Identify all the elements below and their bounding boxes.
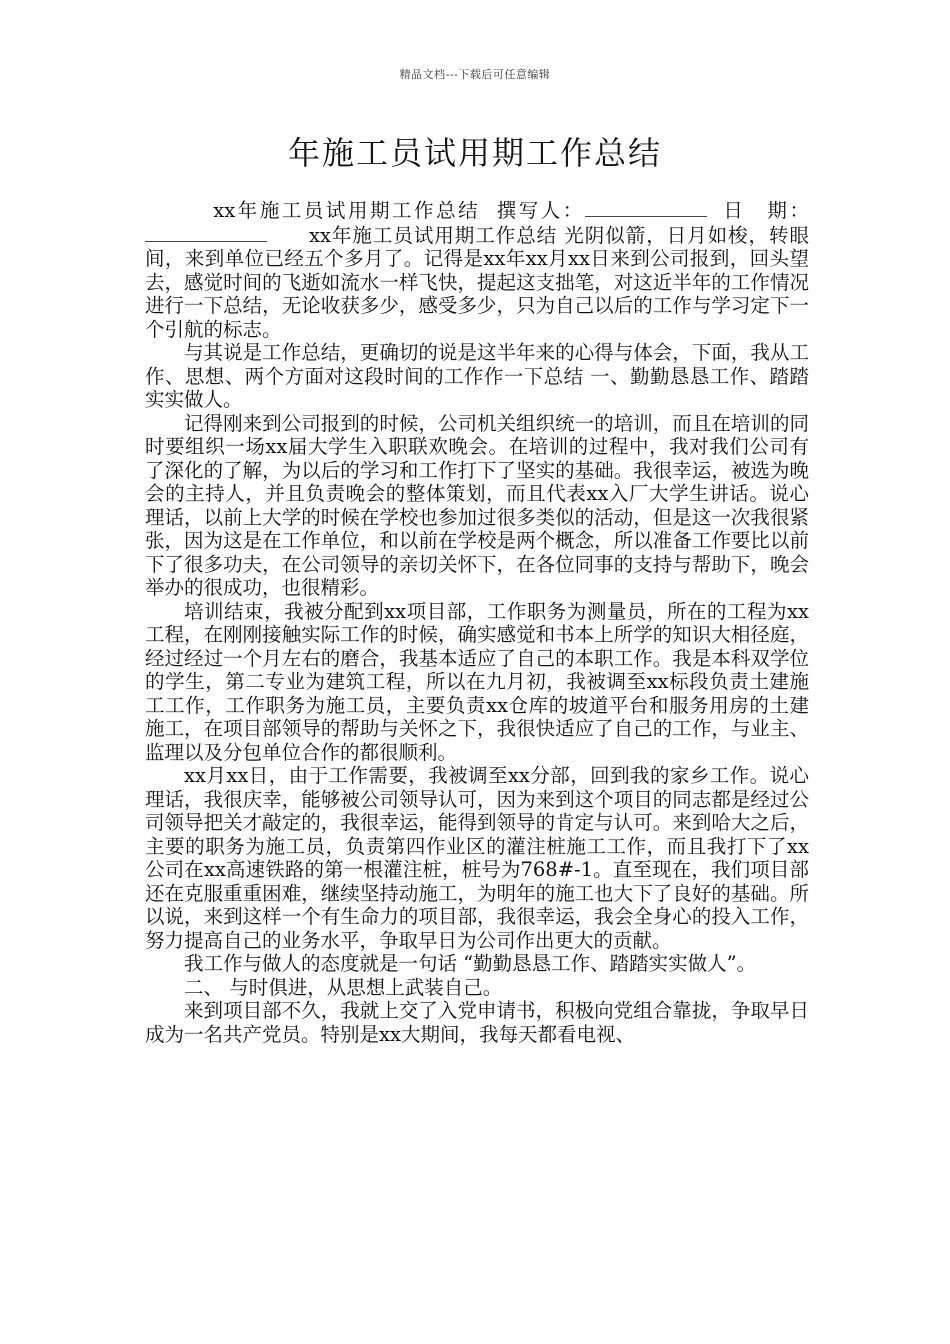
intro-paragraph <box>145 198 809 341</box>
writer-label: 撰写人： <box>494 199 585 222</box>
date-label: 日 期： <box>720 199 809 222</box>
opening-text: xx年施工员试用期工作总结 光阴似箭，日月如梭，转眼间，来到单位已经五个多月了。记得是xx年xx月xx日来到公司报到，回头望去，感觉时间的飞逝如流水一样飞快，提起这支拙笔，对这近半年的工作情况进行一下总结，无论收获多少，感受多少，只为自己以后的工作与学习定下一个引航的标志。 <box>145 223 809 341</box>
date-blank <box>145 223 267 242</box>
paragraph-3: 培训结束，我被分配到xx项目部，工作职务为测量员，所在的工程为xx工程，在刚刚接触实际工作的时候，确实感觉和书本上所学的知识大相径庭，经过经过一个月左右的磨合，我基本适应了自己的本职工作。我是本科双学位的学生，第二专业为建筑工程，所以在九月初，我被调至xx标段负责土建施工工作，工作职务为施工员，主要负责xx仓库的坡道平台和服务用房的土建施工，在项目部领导的帮助与关怀之下，我很快适应了自己的工作，与业主、监理以及分包单位合作的都很顺利。 <box>145 599 809 764</box>
paragraph-5: 我工作与做人的态度就是一句话 “勤勤恳恳工作、踏踏实实做人”。 <box>184 952 757 975</box>
writer-blank <box>585 198 707 217</box>
paragraph-6: 来到项目部不久，我就上交了入党申请书，积极向党组合靠拢，争取早日成为一名共产党员。特别是xx大期间，我每天都看电视、 <box>145 999 809 1046</box>
paragraph-2: 记得刚来到公司报到的时候，公司机关组织统一的培训，而且在培训的同时要组织一场xx届大学生入职联欢晚会。在培训的过程中，我对我们公司有了深化的了解，为以后的学习和工作打下了坚实的基础。我很幸运，被选为晚会的主持人，并且负责晚会的整体策划，而且代表xx入厂大学生讲话。说心理话，以前上大学的时候在学校也参加过很多类似的活动，但是这一次我很紧张，因为这是在工作单位，和以前在学校是两个概念，所以准备工作要比以前下了很多功夫，在公司领导的亲切关怀下，在各位同事的支持与帮助下，晚会举办的很成功，也很精彩。 <box>145 411 809 599</box>
paragraph-1: 与其说是工作总结，更确切的说是这半年来的心得与体会，下面，我从工作、思想、两个方面对这段时间的工作作一下总结 一、勤勤恳恳工作、踏踏实实做人。 <box>145 341 809 411</box>
header-note: 精品文档---下载后可任意编辑 <box>399 68 551 81</box>
document-title: 年施工员试用期工作总结 <box>287 134 662 172</box>
document-body <box>145 198 809 1046</box>
intro-doc-title: xx年施工员试用期工作总结 <box>213 199 481 222</box>
paragraph-4: xx月xx日，由于工作需要，我被调至xx分部，回到我的家乡工作。说心理话，我很庆幸，能够被公司领导认可，因为来到这个项目的同志都是经过公司领导把关才敲定的，我很幸运，能得到领导的肯定与认可。来到哈大之后，主要的职务为施工员，负责第四作业区的灌注桩施工工作，而且我打下了xx公司在xx高速铁路的第一根灌注桩，桩号为768#-1。直至现在，我们项目部还在克服重重困难，继续坚持动施工，为明年的施工也大下了良好的基础。所以说，来到这样一个有生命力的项目部，我很幸运，我会全身心的投入工作，努力提高自己的业务水平，争取早日为公司作出更大的贡献。 <box>145 764 809 952</box>
section-heading-2: 二、 与时俱进，从思想上武装自己。 <box>184 975 503 999</box>
